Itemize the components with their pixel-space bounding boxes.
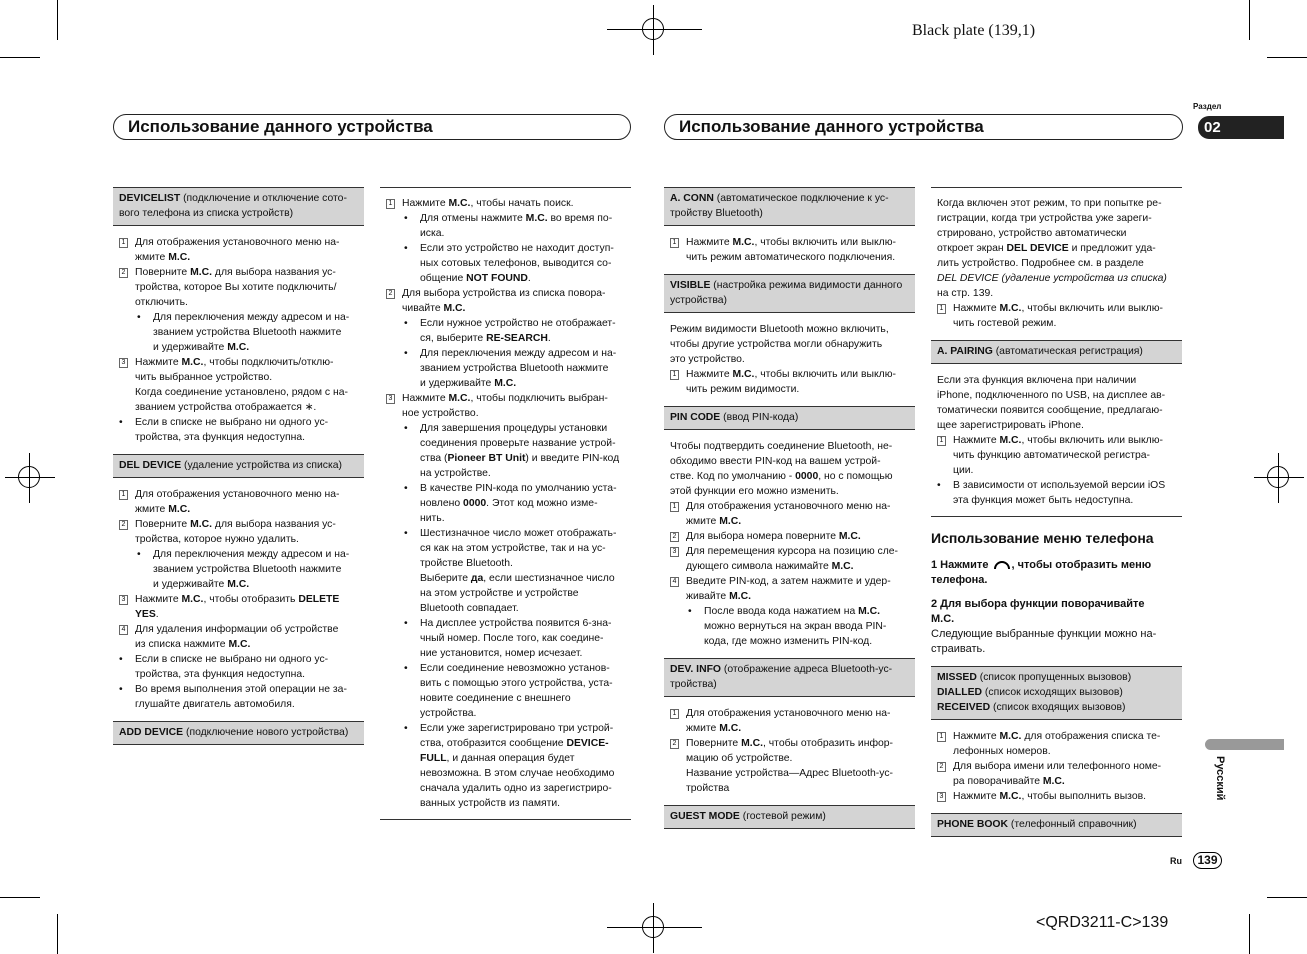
bullet-item: • Для завершения процедуры установки соединения проверьте название устрой- ства (Pioneer BT Unit) и введите PIN-код на устройстве.: [380, 421, 631, 481]
step-3: 3 Нажмите M.C., чтобы подключить выбран- ное устройство.: [380, 391, 631, 421]
step-2: 2 Для выбора номера поверните M.C.: [664, 529, 915, 544]
setting-header-guest-mode: GUEST MODE (гостевой режим): [664, 805, 915, 829]
bullet-item: • Шестизначное число может отображать- ся как на этом устройстве, так и на ус- тройстве Bluetooth. Выберите да, если шестизначное число на этом устройстве и устройстве Bluetooth совпадает.: [380, 526, 631, 616]
bullet-item: • Для отмены нажмите M.C. во время по- иска.: [380, 211, 631, 241]
step-1: 1 Для отображения установочного меню на- жмите M.C.: [113, 235, 364, 265]
step-1: 1 Для отображения установочного меню на- жмите M.C.: [664, 706, 915, 736]
setting-header-devicelist: DEVICELIST (подключение и отключение сото- вого телефона из списка устройств): [113, 187, 364, 226]
crop-mark: [57, 0, 58, 40]
crop-mark: [0, 57, 40, 58]
page-number: 139: [1193, 852, 1222, 869]
step-2: 2 Для выбора устройства из списка повора- чивайте M.C.: [380, 286, 631, 316]
crop-mark: [57, 914, 58, 954]
step-1: 1 Нажмите M.C., чтобы включить или выклю- чить режим видимости.: [664, 367, 915, 397]
step-1: 1 Нажмите M.C., чтобы включить или выклю- чить режим автоматического подключения.: [664, 235, 915, 265]
setting-header-pin-code: PIN CODE (ввод PIN-кода): [664, 406, 915, 430]
step-2: 2 Поверните M.C., чтобы отобразить инфор- мацию об устройстве. Название устройства—Адрес Bluetooth-ус- тройства: [664, 736, 915, 796]
bullet-item: • Во время выполнения этой операции не за- глушайте двигатель автомобиля.: [113, 682, 364, 712]
bullet-item: • На дисплее устройства появится 6-зна- чный номер. После того, как соедине- ние установится, номер исчезает.: [380, 616, 631, 661]
step-1: 1 Для отображения установочного меню на- жмите M.C.: [113, 487, 364, 517]
step-3: 3 Нажмите M.C., чтобы подключить/отклю- чить выбранное устройство. Когда соединение установлено, рядом с на- званием устройства отображается ∗.: [113, 355, 364, 415]
document-code: <QRD3211-C>139: [1036, 914, 1169, 931]
column-2: [380, 187, 631, 820]
paragraph: Если эта функция включена при наличии iPhone, подключенного по USB, на дисплее ав- томатически появится сообщение, предлагаю- щее зарегистрировать iPhone.: [937, 375, 1166, 431]
step-1: 1 Для отображения установочного меню на- жмите M.C.: [664, 499, 915, 529]
bullet-item: • В качестве PIN-кода по умолчанию уста- новлено 0000. Этот код можно изме- нить.: [380, 481, 631, 526]
step-3: 3 Нажмите M.C., чтобы выполнить вызов.: [931, 789, 1182, 804]
phone-icon: [994, 561, 1010, 569]
step-4: 4 Введите PIN-код, а затем нажмите и удер- живайте M.C.: [664, 574, 915, 604]
page-language: Ru: [1170, 856, 1182, 866]
step-2: 2 Поверните M.C. для выбора названия ус- тройства, которое Вы хотите подключить/ отключить.: [113, 265, 364, 310]
section-label: Раздел: [1193, 102, 1222, 111]
registration-line: [607, 29, 702, 30]
paragraph: Чтобы подтвердить соединение Bluetooth, не- обходимо ввести PIN-код на вашем устрой- стве. Код по умолчанию - 0000, но с помощью этой функции его можно изменить.: [670, 441, 893, 497]
setting-header-call-history: MISSED (список пропущенных вызовов) DIALLED (список исходящих вызовов) RECEIVED (список входящих вызовов): [931, 666, 1182, 720]
section-number-tab: 02: [1198, 116, 1284, 139]
bullet-item: • Для переключения между адресом и на- званием устройства Bluetooth нажмите и удерживайте M.C.: [113, 310, 364, 355]
step-4: 4 Для удаления информации об устройстве из списка нажмите M.C.: [113, 622, 364, 652]
bullet-item: • Для переключения между адресом и на- званием устройства Bluetooth нажмите и удерживайте M.C.: [113, 547, 364, 592]
registration-mark: [1267, 466, 1289, 488]
instruction-2: 2 Для выбора функции поворачивайте M.C.: [931, 598, 1145, 625]
step-1: 1 Нажмите M.C., чтобы включить или выклю- чить гостевой режим.: [931, 301, 1182, 331]
instruction-1: 1 Нажмите , чтобы отобразить меню телефона.: [931, 559, 1152, 586]
crop-mark: [1267, 57, 1307, 58]
paragraph: Когда включен этот режим, то при попытке ре- гистрации, когда три устройства уже зареги- стрировано, устройство автоматически откроет экран DEL DEVICE и предложит уда- лить устройство. Подробнее см. в разделе DEL DEVICE (удаление устройства из списка) на стр. 139.: [937, 198, 1167, 299]
registration-line: [607, 927, 702, 928]
bullet-item: • Если соединение невозможно установ- вить с помощью этого устройства, уста- новите соединение с внешнего устройства.: [380, 661, 631, 721]
bullet-item: • Если в списке не выбрано ни одного ус- тройства, эта функция недоступна.: [113, 415, 364, 445]
bullet-item: • Если нужное устройство не отображает- ся, выберите RE-SEARCH.: [380, 316, 631, 346]
step-3: 3 Для перемещения курсора на позицию сле- дующего символа нажимайте M.C.: [664, 544, 915, 574]
step-2: 2 Для выбора имени или телефонного номе- ра поворачивайте M.C.: [931, 759, 1182, 789]
step-3: 3 Нажмите M.C., чтобы отобразить DELETE YES.: [113, 592, 364, 622]
step-1: 1 Нажмите M.C. для отображения списка те- лефонных номеров.: [931, 729, 1182, 759]
crop-mark: [0, 897, 40, 898]
setting-header-phone-book: PHONE BOOK (телефонный справочник): [931, 813, 1182, 837]
column-1: [113, 187, 364, 754]
plate-label: Black plate (139,1): [912, 22, 1036, 39]
setting-header-a-conn: A. CONN (автоматическое подключение к ус- тройству Bluetooth): [664, 187, 915, 226]
step-2: 2 Поверните M.C. для выбора названия ус- тройства, которое нужно удалить.: [113, 517, 364, 547]
step-1: 1 Нажмите M.C., чтобы начать поиск.: [380, 196, 631, 211]
crop-mark: [1249, 0, 1250, 40]
step-1: 1 Нажмите M.C., чтобы включить или выклю- чить функцию автоматической регистра- ции.: [931, 433, 1182, 478]
bullet-item: • В зависимости от используемой версии iOS эта функция может быть недоступна.: [931, 478, 1182, 508]
language-tab-bar: [1205, 739, 1284, 750]
setting-header-add-device: ADD DEVICE (подключение нового устройства): [113, 721, 364, 745]
paragraph: Следующие выбранные функции можно на- страивать.: [931, 628, 1157, 655]
page-header-right: Использование данного устройства: [664, 114, 1183, 140]
setting-header-a-pairing: A. PAIRING (автоматическая регистрация): [931, 340, 1182, 364]
crop-mark: [1249, 914, 1250, 954]
bullet-item: • Для переключения между адресом и на- званием устройства Bluetooth нажмите и удерживайте M.C.: [380, 346, 631, 391]
section-title: Использование меню телефона: [931, 530, 1154, 546]
paragraph: Режим видимости Bluetooth можно включить, чтобы другие устройства могли обнаружить это устройство.: [670, 324, 889, 365]
page-header-left: Использование данного устройства: [113, 114, 631, 140]
bullet-item: • После ввода кода нажатием на M.C. можно вернуться на экран ввода PIN- кода, где можно изменить PIN-код.: [664, 604, 915, 649]
language-tab-label: Русский: [1214, 756, 1226, 801]
bullet-item: • Если это устройство не находит доступ- ных сотовых телефонов, выводится со- общение NOT FOUND.: [380, 241, 631, 286]
bullet-item: • Если в списке не выбрано ни одного ус- тройства, эта функция недоступна.: [113, 652, 364, 682]
column-3: [664, 187, 915, 838]
setting-header-visible: VISIBLE (настройка режима видимости данного устройства): [664, 274, 915, 313]
crop-mark: [1267, 897, 1307, 898]
setting-header-del-device: DEL DEVICE (удаление устройства из списка): [113, 454, 364, 478]
column-4: [931, 187, 1182, 846]
registration-mark: [18, 466, 40, 488]
setting-header-dev-info: DEV. INFO (отображение адреса Bluetooth-ус- тройства): [664, 658, 915, 697]
bullet-item: • Если уже зарегистрировано три устрой- ства, отобразится сообщение DEVICE- FULL, и данная операция будет невозможна. В этом случае необходимо сначала удалить одно из зарегистриро- ванных устройств из памяти.: [380, 721, 631, 811]
